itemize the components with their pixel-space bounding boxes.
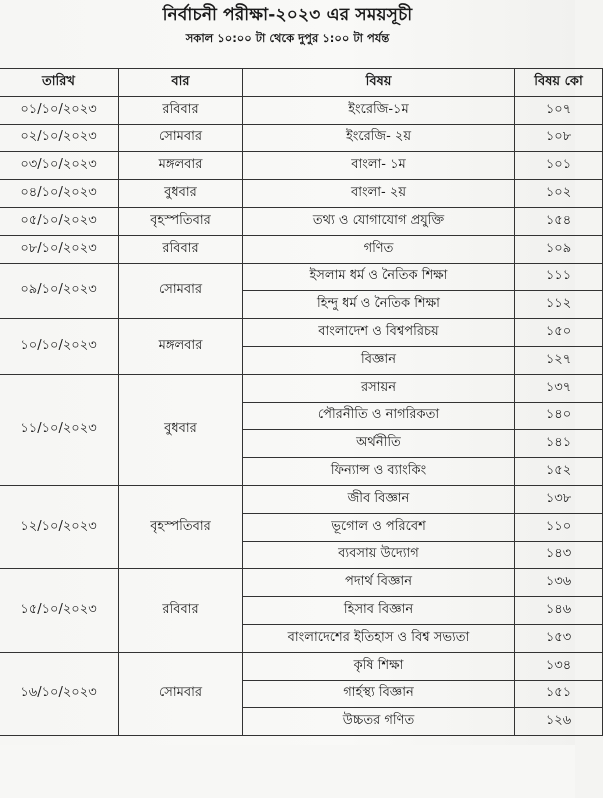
exam-subject-code-cell: ১৩৮ (515, 485, 603, 513)
exam-subject-code-cell: ১২৭ (515, 346, 603, 374)
exam-schedule-table (0, 68, 603, 736)
exam-subject-cell: হিসাব বিজ্ঞান (243, 597, 515, 625)
table-row (0, 207, 603, 235)
exam-subject-cell: বাংলা- ১ম (243, 152, 515, 180)
table-row (0, 124, 603, 152)
exam-subject-cell: ফিন্যান্স ও ব্যাংকিং (243, 458, 515, 486)
exam-subject-code-cell: ১৫১ (515, 680, 603, 708)
exam-subject-code-cell: ১৩৪ (515, 652, 603, 680)
exam-date-cell: ০৯/১০/২০২৩ (0, 263, 119, 319)
exam-date-cell: ১২/১০/২০২৩ (0, 485, 119, 568)
table-row (0, 263, 603, 291)
column-header-subject: বিষয় (243, 69, 515, 97)
exam-date-cell: ১০/১০/২০২৩ (0, 319, 119, 375)
exam-day-cell: মঙ্গলবার (119, 319, 243, 375)
exam-subject-cell: ব্যবসায় উদ্যোগ (243, 541, 515, 569)
exam-subject-code-cell: ১০৯ (515, 235, 603, 263)
exam-date-cell: ১১/১০/২০২৩ (0, 374, 119, 485)
table-row (0, 152, 603, 180)
exam-subject-code-cell: ১২৬ (515, 708, 603, 736)
exam-subject-code-cell: ১৫২ (515, 458, 603, 486)
exam-subject-cell: হিন্দু ধর্ম ও নৈতিক শিক্ষা (243, 291, 515, 319)
table-row (0, 319, 603, 347)
exam-subject-code-cell: ১০৭ (515, 96, 603, 124)
exam-subject-code-cell: ১৪৩ (515, 541, 603, 569)
table-row (0, 569, 603, 597)
exam-date-cell: ০৮/১০/২০২৩ (0, 235, 119, 263)
exam-subject-cell: উচ্চতর গণিত (243, 708, 515, 736)
exam-subject-cell: পদার্থ বিজ্ঞান (243, 569, 515, 597)
exam-day-cell: রবিবার (119, 569, 243, 652)
exam-subject-code-cell: ১০২ (515, 180, 603, 208)
exam-subject-cell: গার্হস্থ্য বিজ্ঞান (243, 680, 515, 708)
table-row (0, 652, 603, 680)
exam-date-cell: ১৫/১০/২০২৩ (0, 569, 119, 652)
table-header-row (0, 69, 603, 97)
column-header-date: তারিখ (0, 69, 119, 97)
exam-subject-cell: ইসলাম ধর্ম ও নৈতিক শিক্ষা (243, 263, 515, 291)
exam-subject-cell: বাংলাদেশ ও বিশ্বপরিচয় (243, 319, 515, 347)
table-row (0, 374, 603, 402)
exam-day-cell: বৃহস্পতিবার (119, 207, 243, 235)
exam-subject-cell: বিজ্ঞান (243, 346, 515, 374)
exam-subject-cell: বাংলাদেশের ইতিহাস ও বিশ্ব সভ্যতা (243, 624, 515, 652)
exam-day-cell: সোমবার (119, 124, 243, 152)
exam-subject-code-cell: ১১০ (515, 513, 603, 541)
exam-date-cell: ০২/১০/২০২৩ (0, 124, 119, 152)
exam-subject-cell: জীব বিজ্ঞান (243, 485, 515, 513)
exam-day-cell: সোমবার (119, 652, 243, 735)
exam-subject-cell: ইংরেজি- ২য় (243, 124, 515, 152)
exam-subject-cell: ইংরেজি-১ম (243, 96, 515, 124)
exam-day-cell: মঙ্গলবার (119, 152, 243, 180)
exam-subject-code-cell: ১৫৪ (515, 207, 603, 235)
exam-date-cell: ১৬/১০/২০২৩ (0, 652, 119, 735)
exam-subject-code-cell: ১০১ (515, 152, 603, 180)
exam-subject-code-cell: ১৩৭ (515, 374, 603, 402)
table-row (0, 180, 603, 208)
exam-date-cell: ০১/১০/২০২৩ (0, 96, 119, 124)
exam-subject-cell: পৌরনীতি ও নাগরিকতা (243, 402, 515, 430)
exam-subject-code-cell: ১০৮ (515, 124, 603, 152)
table-row (0, 96, 603, 124)
exam-subject-code-cell: ১১২ (515, 291, 603, 319)
exam-subject-cell: ভূগোল ও পরিবেশ (243, 513, 515, 541)
exam-day-cell: রবিবার (119, 96, 243, 124)
table-row (0, 485, 603, 513)
exam-subject-code-cell: ১৪০ (515, 402, 603, 430)
exam-day-cell: বৃহস্পতিবার (119, 485, 243, 568)
exam-day-cell: বুধবার (119, 374, 243, 485)
exam-subject-code-cell: ১৩৬ (515, 569, 603, 597)
exam-subject-code-cell: ১৪৬ (515, 597, 603, 625)
exam-date-cell: ০৫/১০/২০২৩ (0, 207, 119, 235)
page-bottom-margin (0, 745, 575, 798)
exam-date-cell: ০৩/১০/২০২৩ (0, 152, 119, 180)
exam-subject-cell: তথ্য ও যোগাযোগ প্রযুক্তি (243, 207, 515, 235)
column-header-day: বার (119, 69, 243, 97)
exam-day-cell: বুধবার (119, 180, 243, 208)
exam-subject-cell: বাংলা- ২য় (243, 180, 515, 208)
exam-subject-code-cell: ১৫৩ (515, 624, 603, 652)
exam-day-cell: রবিবার (119, 235, 243, 263)
exam-subject-cell: কৃষি শিক্ষা (243, 652, 515, 680)
table-row (0, 235, 603, 263)
exam-subject-code-cell: ১৪১ (515, 430, 603, 458)
exam-subject-cell: রসায়ন (243, 374, 515, 402)
exam-date-cell: ০৪/১০/২০২৩ (0, 180, 119, 208)
table-body (0, 96, 603, 735)
exam-day-cell: সোমবার (119, 263, 243, 319)
column-header-subject-code: বিষয় কো (515, 69, 603, 97)
page-title: নির্বাচনী পরীক্ষা-২০২৩ এর সময়সূচী (162, 5, 413, 25)
exam-subject-cell: অর্থনীতি (243, 430, 515, 458)
exam-subject-cell: গণিত (243, 235, 515, 263)
exam-subject-code-cell: ১৫০ (515, 319, 603, 347)
exam-subject-code-cell: ১১১ (515, 263, 603, 291)
exam-time-subtitle: সকাল ১০:০০ টা থেকে দুপুর ১:০০ টা পর্যন্ত (185, 31, 390, 45)
